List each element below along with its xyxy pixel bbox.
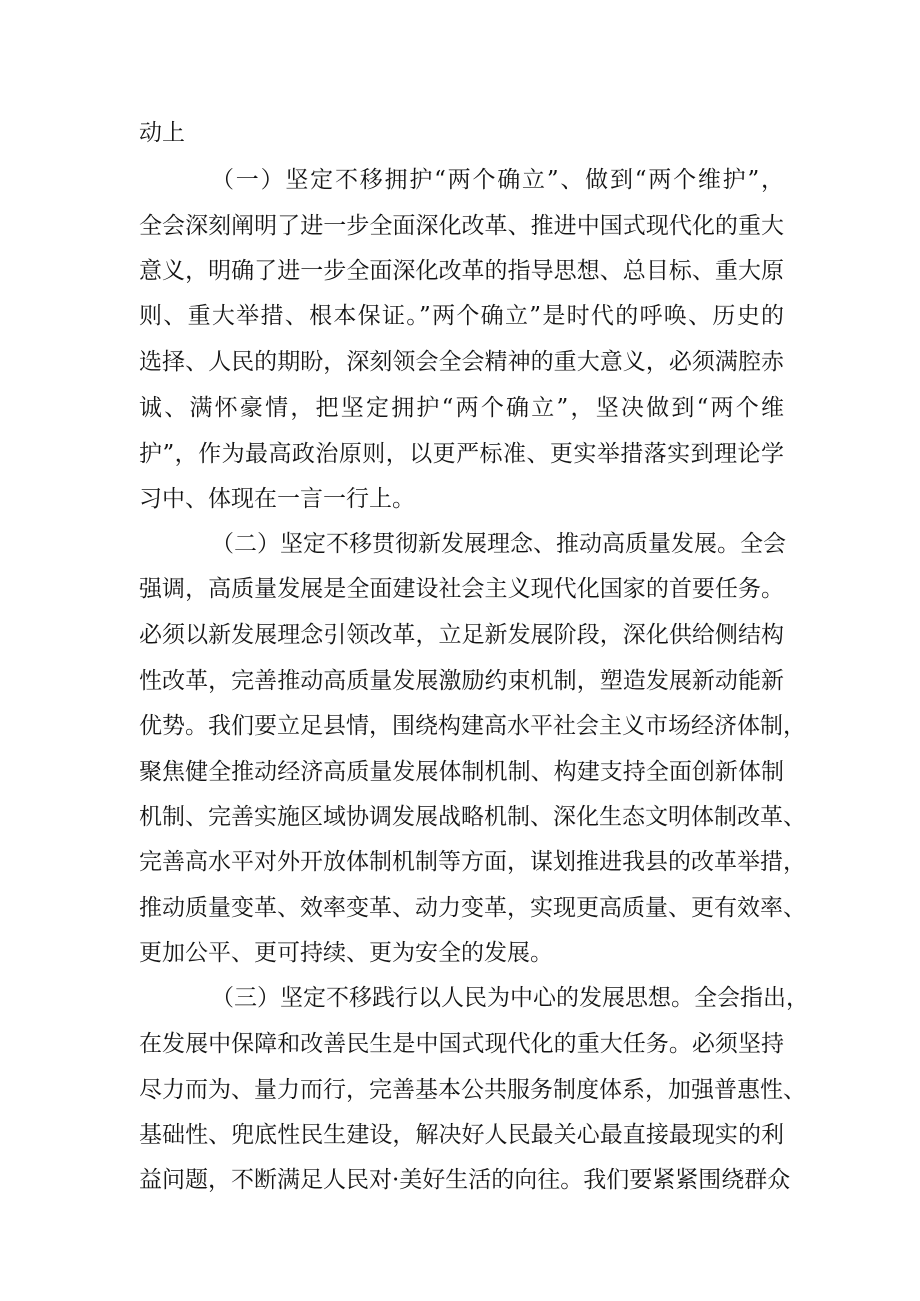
text-line: 优势。我们要立足县情，围绕构建高水平社会主义市场经济体制，: [139, 713, 806, 739]
text-line: 必须以新发展理念引领改革，立足新发展阶段，深化供给侧结构: [139, 622, 784, 648]
text-line: 尽力而为、量力而行，完善基本公共服务制度体系，加强普惠性、: [139, 1077, 806, 1103]
text-line: 全会深刻阐明了进一步全面深化改革、推进中国式现代化的重大: [139, 213, 784, 239]
text-line: 强调，高质量发展是全面建设社会主义现代化国家的首要任务。: [139, 576, 784, 602]
text-line: 基础性、兜底性民生建设，解决好人民最关心最直接最现实的利: [139, 1122, 784, 1148]
text-line: 完善高水平对外开放体制机制等方面，谋划推进我县的改革举措，: [139, 849, 806, 875]
text-line: 选择、人民的期盼，深刻领会全会精神的重大意义，必须满腔赤: [139, 349, 784, 375]
text-line: 益问题，不断满足人民对·美好生活的向往。我们要紧紧围绕群众: [139, 1167, 791, 1193]
text-line: 诚、满怀豪情，把坚定拥护“两个确立”，坚决做到“两个维: [139, 395, 784, 421]
text-line: 推动质量变革、效率变革、动力变革，实现更高质量、更有效率、: [139, 895, 806, 921]
text-line: 习中、体现在一言一行上。: [139, 486, 415, 512]
paragraph-3-heading-line: （三）坚定不移践行以人民为中心的发展思想。全会指出，: [211, 985, 809, 1011]
text-line: 意义，明确了进一步全面深化改革的指导思想、总目标、重大原: [139, 258, 784, 284]
text-line: 则、重大举措、根本保证。”两个确立”是时代的呼唤、历史的: [139, 303, 784, 329]
text-line: 在发展中保障和改善民生是中国式现代化的重大任务。必须坚持: [139, 1031, 784, 1057]
paragraph-2-heading-line: （二）坚定不移贯彻新发展理念、推动高质量发展。全会: [211, 531, 786, 557]
text-line: 护”，作为最高政治原则，以更严标准、更实举措落实到理论学: [139, 441, 784, 467]
text-line: 更加公平、更可持续、更为安全的发展。: [139, 940, 553, 966]
text-line: 聚焦健全推动经济高质量发展体制机制、构建支持全面创新体制: [139, 759, 784, 785]
text-line: 动上: [139, 120, 185, 146]
paragraph-1-heading-line: （一）坚定不移拥护“两个确立”、做到“两个维护”，: [211, 167, 784, 193]
text-line: 性改革，完善推动高质量发展激励约束机制，塑造发展新动能新: [139, 668, 784, 694]
text-line: 机制、完善实施区域协调发展战略机制、深化生态文明体制改革、: [139, 804, 806, 830]
